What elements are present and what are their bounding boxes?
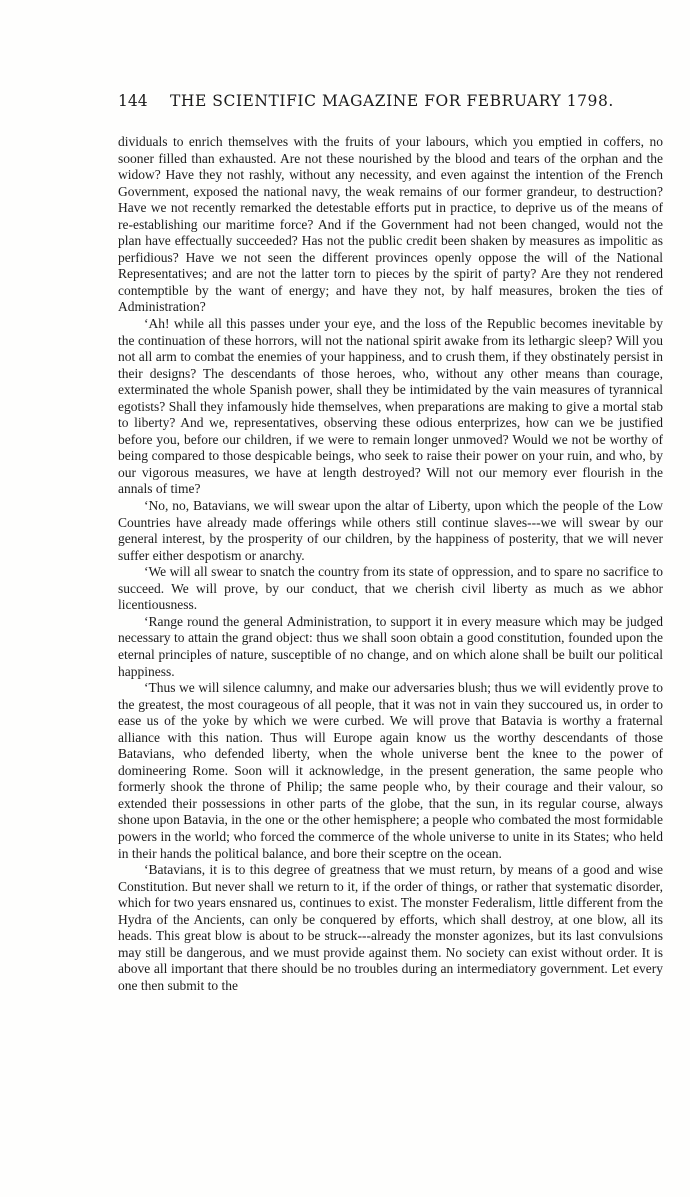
paragraph-continuation: dividuals to enrich themselves with the fruits of your labours, which you emptied in coffers, no sooner filled than exhausted. Are not these nourished by the blood and tears of the orphan and the widow? Have they not rashly, without any necessity, and even against the intention of the French Government, exposed the national navy, the weak remains of our former grandeur, to destruction? Have we not recently remarked the detestable efforts put in practice, to deprive us of the means of re-establishing our maritime force? And if the Government had not been changed, would not the plan have effectually succeeded? Has not the public credit been shaken by measures as impolitic as perfidious? Have we not seen the different provinces openly oppose the will of the National Representatives; and are not the latter torn to pieces by the spirit of party? Are they not rendered contemptible by the want of energy; and have they not, by half measures, broken the ties of Administration? — [118, 134, 663, 315]
page-number: 144 — [118, 92, 148, 110]
running-head — [118, 92, 663, 110]
paragraph-range: ‘Range round the general Administration, to support it in every measure which may be judged necessary to attain the grand object: thus we shall soon obtain a good constitution, founded upon the eternal principles of nature, susceptible of no change, and on which alone shall be built our political happiness. — [118, 613, 663, 679]
paragraph-ah: ‘Ah! while all this passes under your eye, and the loss of the Republic becomes inevitable by the continuation of these horrors, will not the national spirit awake from its lethargic sleep? Will you not all arm to combat the enemies of your happiness, and to crush them, if they obstinately persist in their designs? The descendants of those heroes, who, without any other means than courage, exterminated the whole Spanish power, shall they be intimidated by the vain measures of tyrannical egotists? Shall they infamously hide themselves, when preparations are making to give a mortal stab to liberty? And we, representatives, observing these odious enterprizes, how can we be justified before you, before our children, if we were to remain longer unmoved? Would we not be worthy of being compared to those despicable beings, who seek to raise their power on your ruin, and who, by our vigorous measures, we have at length destroyed? Will not our memory ever flourish in the annals of time? — [118, 316, 663, 497]
running-head-title: THE SCIENTIFIC MAGAZINE FOR FEBRUARY 1798. — [170, 92, 614, 110]
paragraph-swear: ‘We will all swear to snatch the country from its state of oppression, and to spare no sacrifice to succeed. We will prove, by our conduct, that we cherish civil liberty as much as we abhor licentiousness. — [118, 564, 663, 613]
paragraph-no-no: ‘No, no, Batavians, we will swear upon the altar of Liberty, upon which the people of the Low Countries have already made offerings while others still continue slaves---we will swear by our general interest, by the prosperity of our children, by the happiness of posterity, that we will never suffer either despotism or anarchy. — [118, 498, 663, 563]
paragraph-batavians: ‘Batavians, it is to this degree of greatness that we must return, by means of a good and wise Constitution. But never shall we return to it, if the order of things, or rather that systematic disorder, which for two years ensnared us, continues to exist. The monster Federalism, little different from the Hydra of the Ancients, can only be conquered by efforts, which shall destroy, at one blow, all its heads. This great blow is about to be struck---already the monster agonizes, but its last convulsions may still be dangerous, and we must provide against them. No society can exist without order. It is above all important that there should be no troubles during an intermediatory government. Let every one then submit to the — [118, 862, 663, 993]
paragraph-thus: ‘Thus we will silence calumny, and make our adversaries blush; thus we will evidently prove to the greatest, the most courageous of all people, that it was not in vain they succoured us, in order to ease us of the yoke by which we were curbed. We will prove that Batavia is worthy a fraternal alliance with this nation. Thus will Europe again know us the worthy descendants of those Batavians, who defended liberty, when the whole universe bent the knee to the power of domineering Rome. Soon will it acknowledge, in the present generation, the same people who formerly shook the throne of Philip; the same people who, by their courage and their valour, so extended their possessions in other parts of the globe, that the sun, in its regular course, always shone upon Batavia, in the one or the other hemisphere; a people who combated the most formidable powers in the world; who forced the commerce of the whole universe to unite in its States; who held in their hands the political balance, and bore their sceptre on the ocean. — [118, 680, 663, 861]
article-body — [118, 134, 663, 994]
